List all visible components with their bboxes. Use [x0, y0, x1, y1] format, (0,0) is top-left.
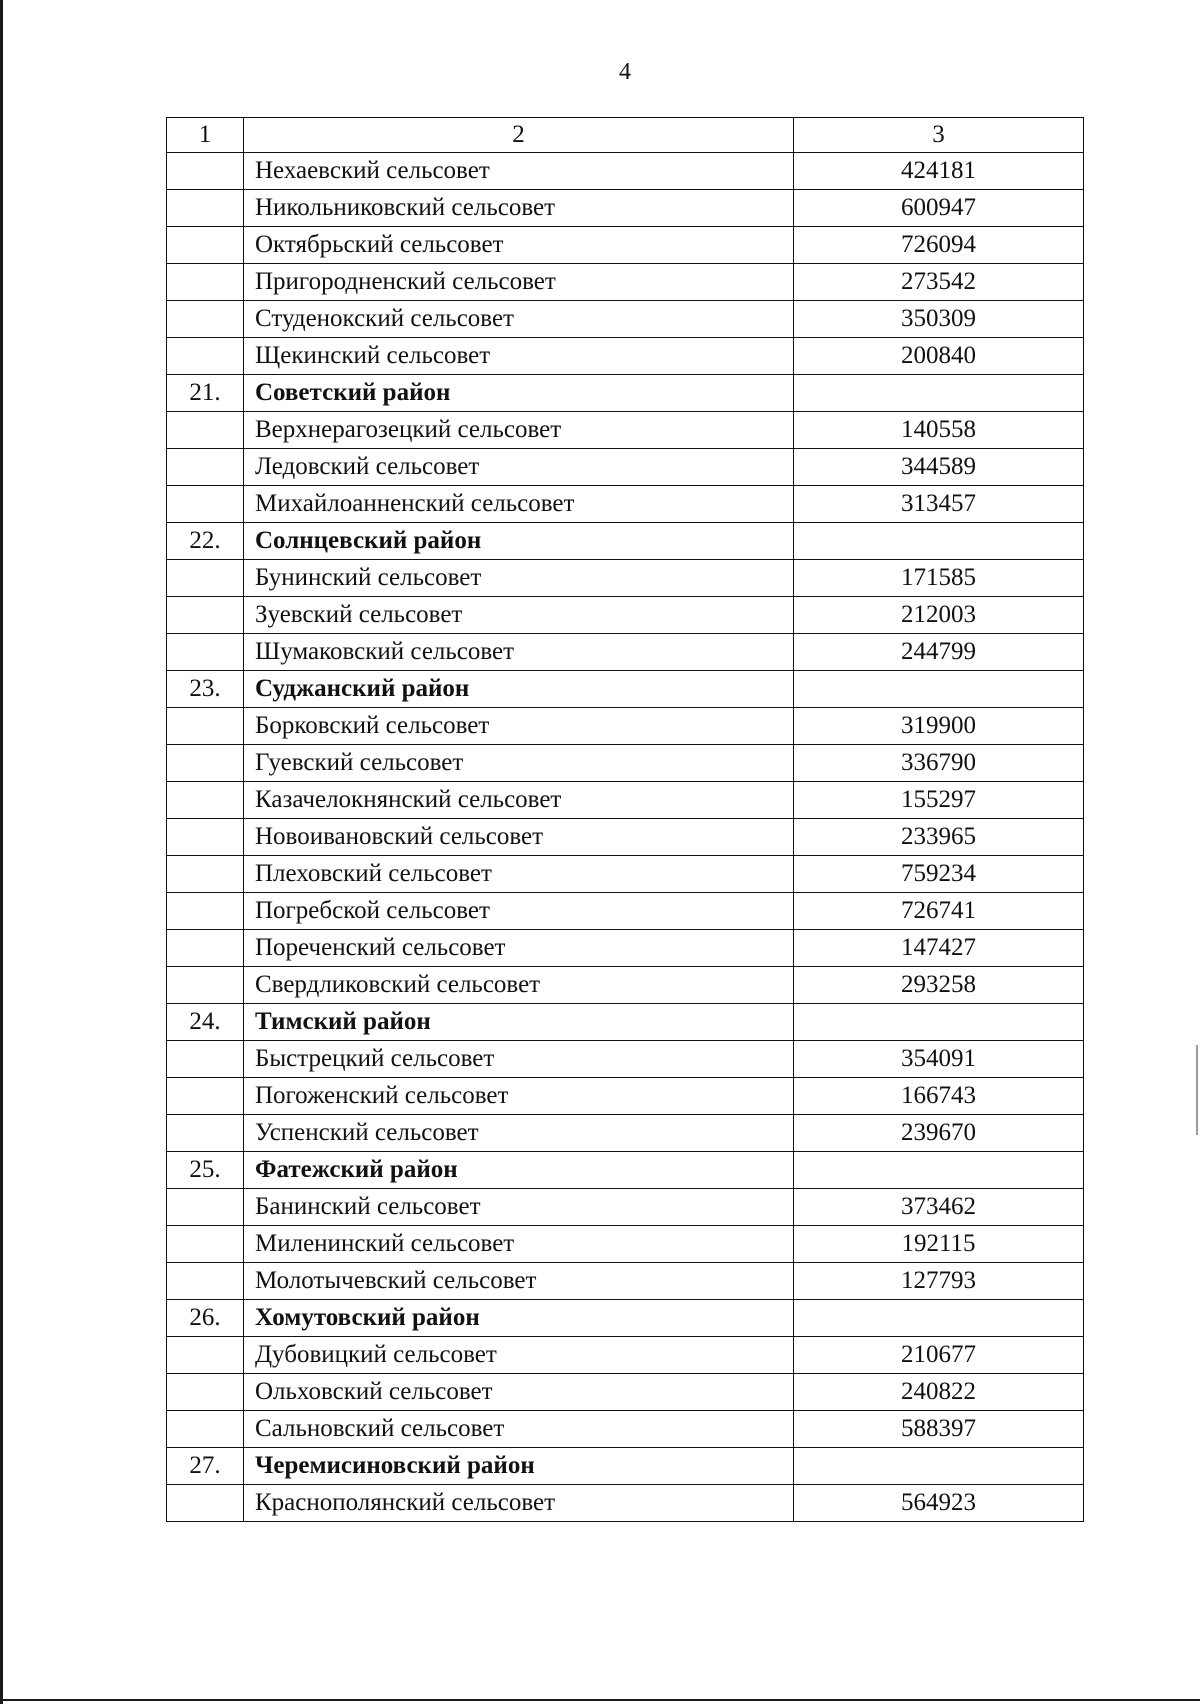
amount-value: 588397 [794, 1411, 1084, 1448]
amount-value: 354091 [794, 1041, 1084, 1078]
council-name: Погоженский сельсовет [244, 1078, 794, 1115]
row-number [167, 1226, 244, 1263]
amount-value: 147427 [794, 930, 1084, 967]
table-row [167, 967, 1084, 1004]
table-row [167, 301, 1084, 338]
amount-value: 192115 [794, 1226, 1084, 1263]
row-number [167, 153, 244, 190]
council-name: Щекинский сельсовет [244, 338, 794, 375]
row-number [167, 264, 244, 301]
row-number: 24. [167, 1004, 244, 1041]
amount-value: 155297 [794, 782, 1084, 819]
council-name: Сальновский сельсовет [244, 1411, 794, 1448]
council-name: Нехаевский сельсовет [244, 153, 794, 190]
amount-value: 210677 [794, 1337, 1084, 1374]
amount-value: 726741 [794, 893, 1084, 930]
council-name: Пригородненский сельсовет [244, 264, 794, 301]
council-name: Погребской сельсовет [244, 893, 794, 930]
row-number [167, 856, 244, 893]
amount-value [794, 1300, 1084, 1337]
amount-value: 759234 [794, 856, 1084, 893]
table-row [167, 893, 1084, 930]
amount-value: 244799 [794, 634, 1084, 671]
council-name: Борковский сельсовет [244, 708, 794, 745]
row-number: 22. [167, 523, 244, 560]
table-body [167, 118, 1084, 1522]
district-name: Фатежский район [244, 1152, 794, 1189]
council-name: Новоивановский сельсовет [244, 819, 794, 856]
table-row [167, 449, 1084, 486]
amount-value: 140558 [794, 412, 1084, 449]
amount-value: 319900 [794, 708, 1084, 745]
row-number: 23. [167, 671, 244, 708]
row-number [167, 1115, 244, 1152]
amount-value [794, 1152, 1084, 1189]
district-row [167, 671, 1084, 708]
row-number [167, 449, 244, 486]
table-row [167, 1041, 1084, 1078]
council-name: Ледовский сельсовет [244, 449, 794, 486]
table-row [167, 1374, 1084, 1411]
row-number [167, 967, 244, 1004]
table-row [167, 1226, 1084, 1263]
row-number [167, 930, 244, 967]
amount-value: 564923 [794, 1485, 1084, 1522]
row-number [167, 1485, 244, 1522]
council-name: Михайлоанненский сельсовет [244, 486, 794, 523]
row-number [167, 597, 244, 634]
row-number [167, 819, 244, 856]
district-name: Советский район [244, 375, 794, 412]
row-number [167, 412, 244, 449]
row-number: 25. [167, 1152, 244, 1189]
data-table [166, 117, 1084, 1522]
row-number [167, 1411, 244, 1448]
district-row [167, 1152, 1084, 1189]
table-row [167, 1078, 1084, 1115]
table-row [167, 227, 1084, 264]
amount-value: 171585 [794, 560, 1084, 597]
table-row [167, 745, 1084, 782]
row-number: 26. [167, 1300, 244, 1337]
table-row [167, 264, 1084, 301]
amount-value: 424181 [794, 153, 1084, 190]
table-row [167, 634, 1084, 671]
row-number [167, 486, 244, 523]
council-name: Никольниковский сельсовет [244, 190, 794, 227]
amount-value: 336790 [794, 745, 1084, 782]
district-row [167, 375, 1084, 412]
table-row [167, 338, 1084, 375]
council-name: Пореченский сельсовет [244, 930, 794, 967]
amount-value: 127793 [794, 1263, 1084, 1300]
row-number [167, 708, 244, 745]
council-name: Дубовицкий сельсовет [244, 1337, 794, 1374]
council-name: Шумаковский сельсовет [244, 634, 794, 671]
amount-value: 240822 [794, 1374, 1084, 1411]
row-number: 21. [167, 375, 244, 412]
district-row [167, 1300, 1084, 1337]
table-row [167, 597, 1084, 634]
table-header-row [167, 118, 1084, 153]
amount-value: 313457 [794, 486, 1084, 523]
amount-value [794, 523, 1084, 560]
amount-value: 273542 [794, 264, 1084, 301]
scan-right-mark [1196, 1045, 1198, 1135]
column-header-1: 1 [167, 118, 244, 153]
council-name: Молотычевский сельсовет [244, 1263, 794, 1300]
row-number [167, 634, 244, 671]
council-name: Банинский сельсовет [244, 1189, 794, 1226]
row-number [167, 301, 244, 338]
council-name: Быстрецкий сельсовет [244, 1041, 794, 1078]
row-number [167, 745, 244, 782]
district-name: Хомутовский район [244, 1300, 794, 1337]
table-row [167, 930, 1084, 967]
council-name: Краснополянский сельсовет [244, 1485, 794, 1522]
amount-value: 350309 [794, 301, 1084, 338]
council-name: Казачелокнянский сельсовет [244, 782, 794, 819]
council-name: Свердликовский сельсовет [244, 967, 794, 1004]
table-row [167, 1189, 1084, 1226]
amount-value: 212003 [794, 597, 1084, 634]
column-header-2: 2 [244, 118, 794, 153]
council-name: Миленинский сельсовет [244, 1226, 794, 1263]
amount-value [794, 1448, 1084, 1485]
amount-value: 293258 [794, 967, 1084, 1004]
row-number [167, 560, 244, 597]
district-row [167, 523, 1084, 560]
table-row [167, 560, 1084, 597]
row-number [167, 227, 244, 264]
district-row [167, 1448, 1084, 1485]
amount-value [794, 1004, 1084, 1041]
amount-value: 344589 [794, 449, 1084, 486]
council-name: Верхнерагозецкий сельсовет [244, 412, 794, 449]
table-row [167, 819, 1084, 856]
row-number [167, 1263, 244, 1300]
row-number [167, 1078, 244, 1115]
table-row [167, 708, 1084, 745]
table-row [167, 1485, 1084, 1522]
council-name: Зуевский сельсовет [244, 597, 794, 634]
row-number [167, 1337, 244, 1374]
scan-left-edge [0, 0, 3, 1704]
district-row [167, 1004, 1084, 1041]
page-number: 4 [619, 59, 631, 85]
row-number: 27. [167, 1448, 244, 1485]
scan-bottom-edge [0, 1699, 1200, 1701]
row-number [167, 782, 244, 819]
amount-value: 373462 [794, 1189, 1084, 1226]
council-name: Гуевский сельсовет [244, 745, 794, 782]
table-row [167, 190, 1084, 227]
district-name: Черемисиновский район [244, 1448, 794, 1485]
row-number [167, 893, 244, 930]
table-row [167, 1337, 1084, 1374]
amount-value: 726094 [794, 227, 1084, 264]
row-number [167, 190, 244, 227]
table-row [167, 412, 1084, 449]
row-number [167, 1041, 244, 1078]
table-row [167, 856, 1084, 893]
council-name: Успенский сельсовет [244, 1115, 794, 1152]
council-name: Плеховский сельсовет [244, 856, 794, 893]
amount-value: 600947 [794, 190, 1084, 227]
amount-value: 239670 [794, 1115, 1084, 1152]
amount-value [794, 671, 1084, 708]
amount-value: 200840 [794, 338, 1084, 375]
council-name: Октябрьский сельсовет [244, 227, 794, 264]
district-name: Солнцевский район [244, 523, 794, 560]
amount-value [794, 375, 1084, 412]
table-row [167, 153, 1084, 190]
row-number [167, 338, 244, 375]
district-name: Суджанский район [244, 671, 794, 708]
row-number [167, 1189, 244, 1226]
council-name: Студенокский сельсовет [244, 301, 794, 338]
district-name: Тимский район [244, 1004, 794, 1041]
amount-value: 233965 [794, 819, 1084, 856]
row-number [167, 1374, 244, 1411]
table-row [167, 1411, 1084, 1448]
council-name: Ольховский сельсовет [244, 1374, 794, 1411]
council-name: Бунинский сельсовет [244, 560, 794, 597]
column-header-3: 3 [794, 118, 1084, 153]
table-row [167, 1263, 1084, 1300]
table-row [167, 782, 1084, 819]
amount-value: 166743 [794, 1078, 1084, 1115]
table-row [167, 1115, 1084, 1152]
table-row [167, 486, 1084, 523]
